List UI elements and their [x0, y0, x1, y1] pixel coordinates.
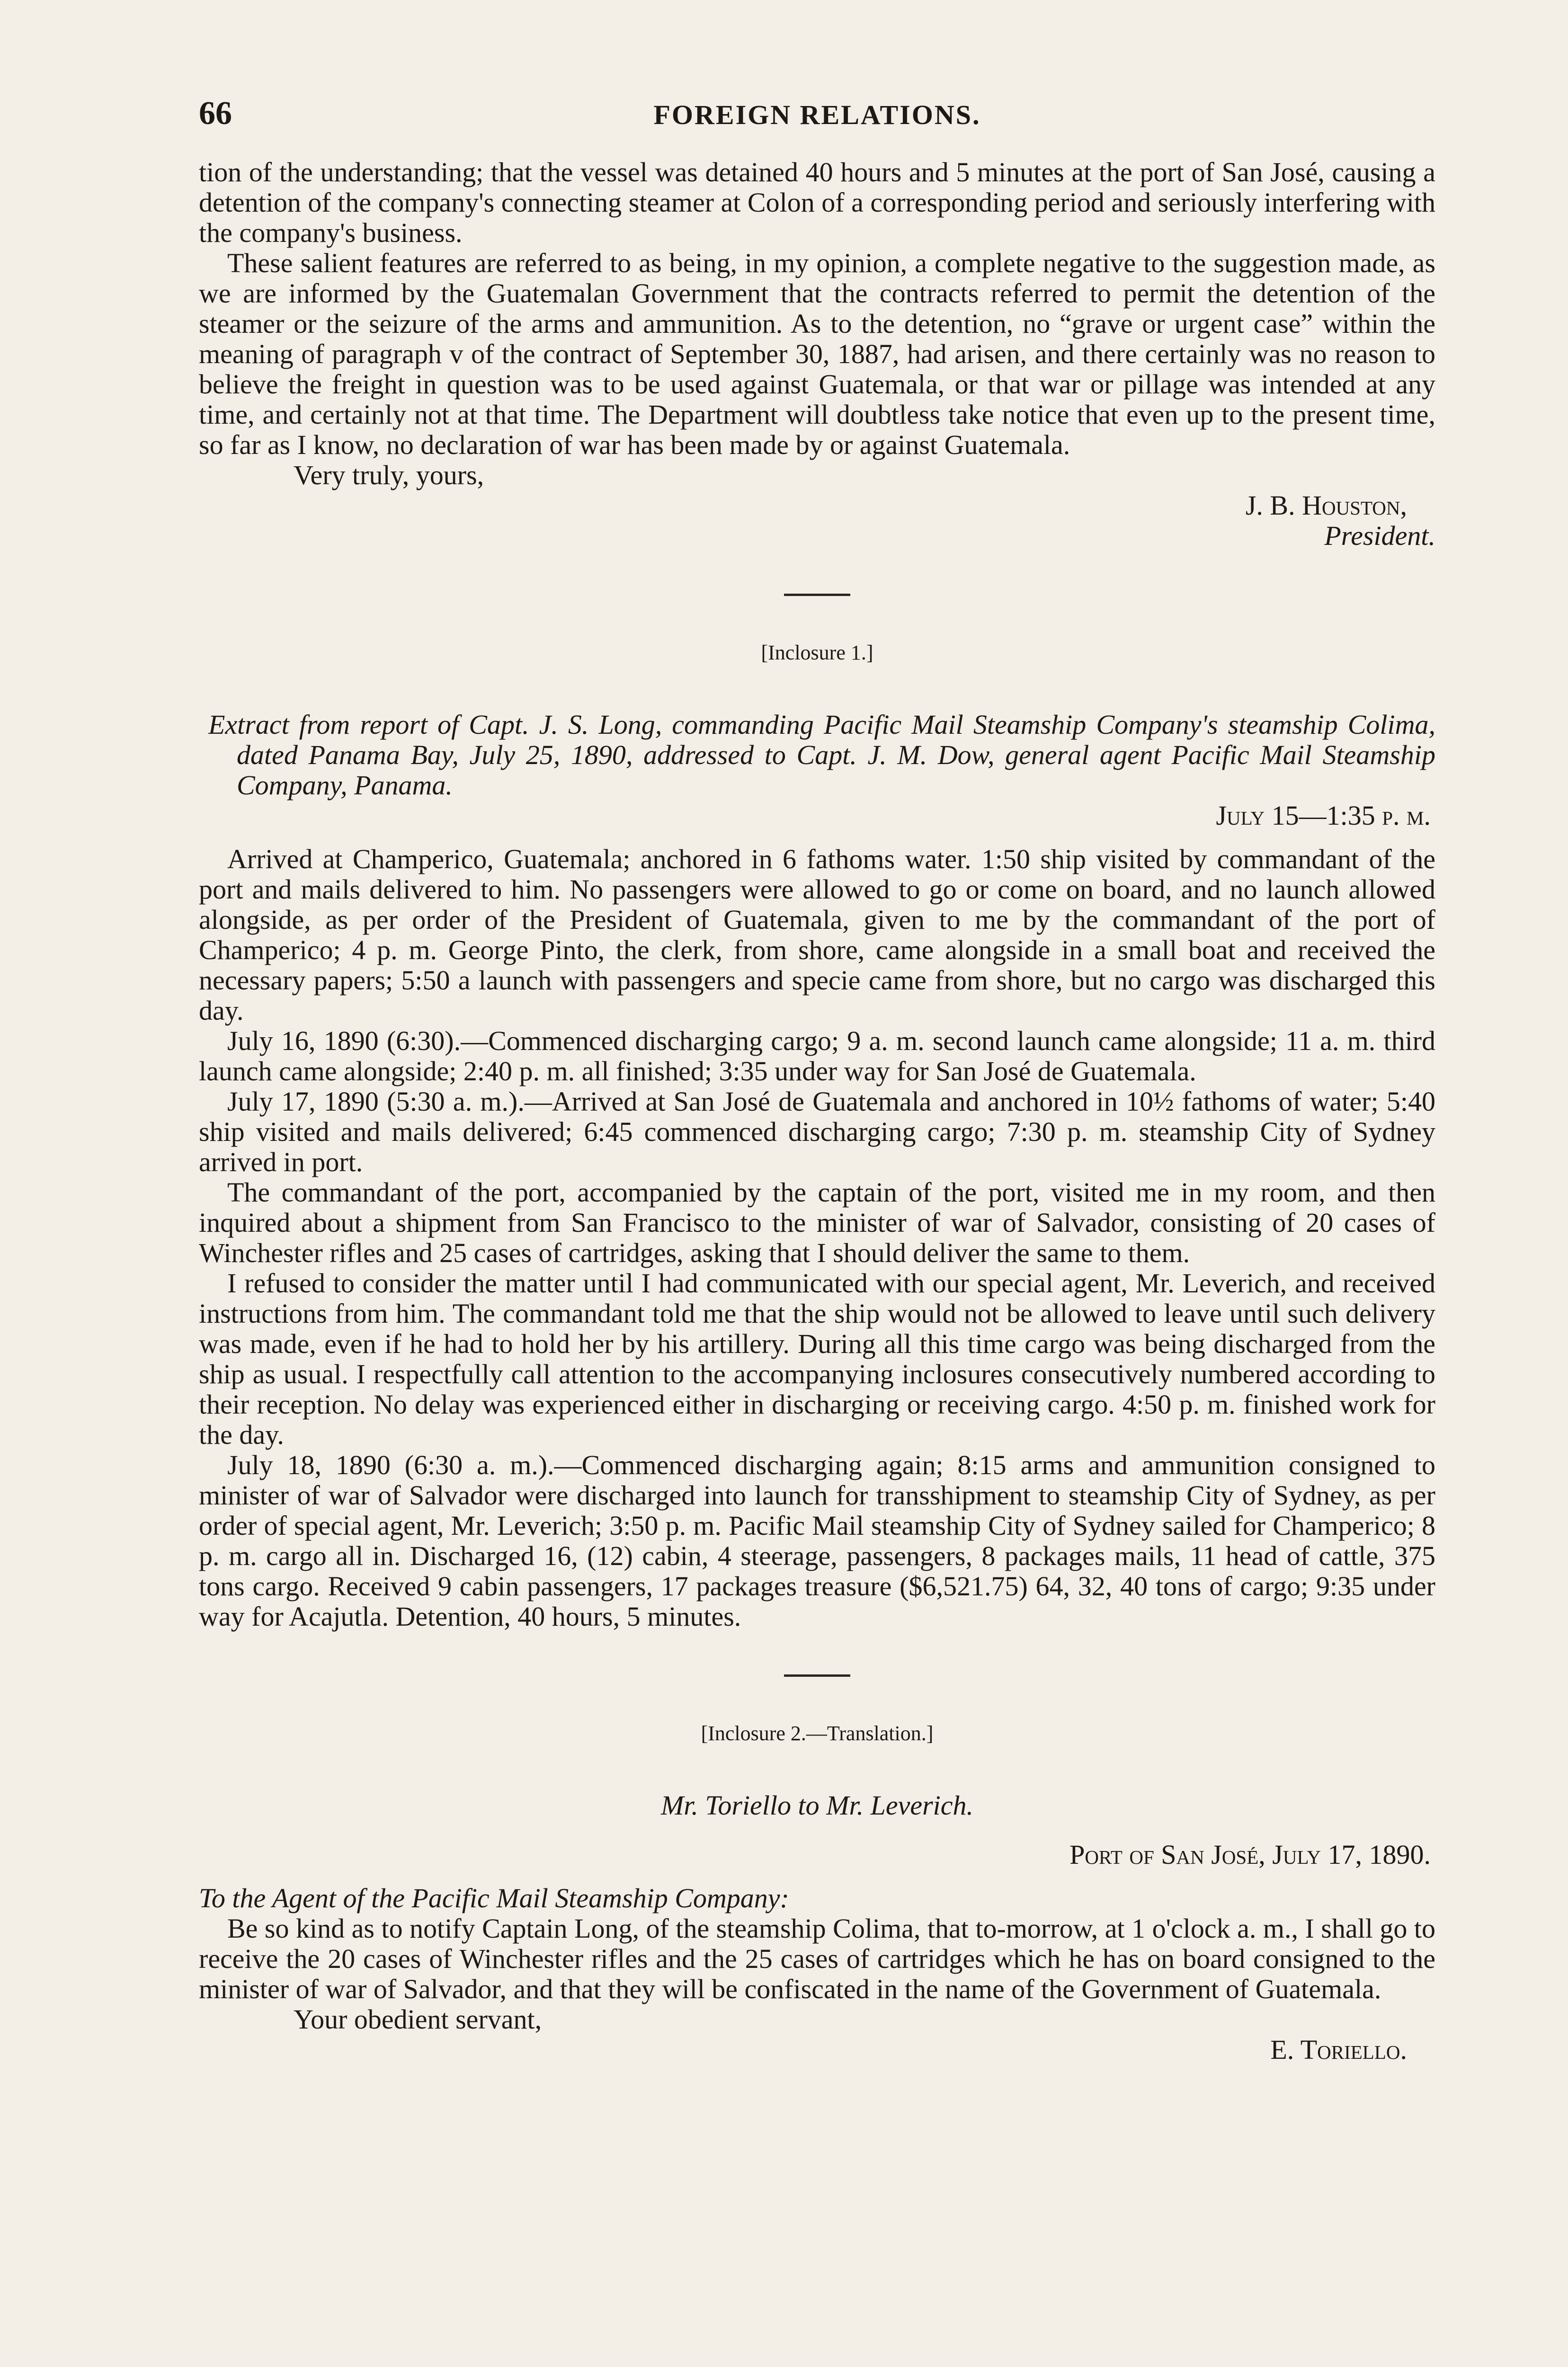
- page-header: 66 FOREIGN RELATIONS.: [199, 95, 1435, 133]
- letter-paragraph: These salient features are referred to as being, in my opinion, a complete negative to the suggestion made, as we are informed by the Guatemalan Government that the contracts referred to permit the detention of the steamer or the seizure of the arms and ammunition. As to the detention, no “grave or urgent case” within the meaning of paragraph v of the contract of September 30, 1887, had arisen, and there certainly was no reason to believe the freight in question was to be used against Guatemala, or that war or pillage was intended at any time, and certainly not at that time. The Department will doubtless take notice that even up to the present time, so far as I know, no declaration of war has been made by or against Guatemala.: [199, 248, 1435, 460]
- signature-name: E. Toriello.: [1270, 2034, 1407, 2065]
- letter-paragraph: Be so kind as to notify Captain Long, of the steamship Colima, that to-morrow, at 1 o'clock a. m., I shall go to receive the 20 cases of Winchester rifles and the 25 cases of cartridges which he has on board consigned to the minister of war of Salvador, and that they will be confiscated in the name of the Government of Guatemala.: [199, 1913, 1435, 2004]
- report-paragraph: July 17, 1890 (5:30 a. m.).—Arrived at San José de Guatemala and anchored in 10½ fathoms of water; 5:40 ship visited and mails delivered; 6:45 commenced discharging cargo; 7:30 p. m. steamship City of Sydney arrived in port.: [199, 1086, 1435, 1177]
- inclosure-label: [Inclosure 1.]: [761, 641, 873, 664]
- report-paragraph: Arrived at Champerico, Guatemala; anchored in 6 fathoms water. 1:50 ship visited by commandant of the port and mails delivered to him. No passengers were allowed to go or come on board, and no launch allowed alongside, as per order of the President of Guatemala, given to me by the commandant of the port of Champerico; 4 p. m. George Pinto, the clerk, from shore, came alongside in a small boat and received the necessary papers; 5:50 a launch with passengers and specie came from shore, but no cargo was discharged this day.: [199, 844, 1435, 1026]
- report-paragraph: The commandant of the port, accompanied by the captain of the port, visited me in my room, and then inquired about a shipment from San Francisco to the minister of war of Salvador, consisting of 20 cases of Winchester rifles and 25 cases of cartridges, asking that I should deliver the same to them.: [199, 1177, 1435, 1268]
- letter-paragraph: tion of the understanding; that the vessel was detained 40 hours and 5 minutes at the port of San José, causing a detention of the company's connecting steamer at Colon of a corresponding period and seriously interfering with the company's business.: [199, 157, 1435, 248]
- signature-name: J. B. Houston,: [1245, 490, 1407, 521]
- inclosure-2: [199, 1719, 1435, 2065]
- letter-closing: Your obedient servant,: [294, 2004, 542, 2035]
- running-head: FOREIGN RELATIONS.: [653, 99, 981, 130]
- inclosure-label: [Inclosure 2.—Translation.]: [701, 1722, 934, 1745]
- section-divider: [784, 1674, 850, 1677]
- signature-title: President.: [1324, 520, 1435, 551]
- report-paragraph: July 16, 1890 (6:30).—Commenced discharging cargo; 9 a. m. second launch came alongside; 11 a. m. third launch came alongside; 2:40 p. m. all finished; 3:35 under way for San José de Guatemala.: [199, 1025, 1435, 1086]
- report-paragraph: I refused to consider the matter until I had communicated with our special agent, Mr. Leverich, and received instructions from him. The commandant told me that the ship would not be allowed to leave until such delivery was made, even if he had to hold her by his artillery. During all this time cargo was being discharged from the ship as usual. I respectfully call attention to the accompanying inclosures consecutively numbered according to their reception. No delay was experienced either in discharging or receiving cargo. 4:50 p. m. finished work for the day.: [199, 1268, 1435, 1450]
- dateline: July 15—1:35 p. m.: [1216, 800, 1431, 831]
- letter-closing: Very truly, yours,: [294, 460, 484, 490]
- correspondence-title: Mr. Toriello to Mr. Leverich.: [660, 1790, 974, 1821]
- extract-heading: Extract from report of Capt. J. S. Long, commanding Pacific Mail Steamship Company's steamship Colima, dated Panama Bay, July 25, 1890, addressed to Capt. J. M. Dow, general agent Pacific Mail Steamship Company, Panama.: [208, 709, 1435, 801]
- section-divider: [784, 594, 850, 596]
- report-paragraph: July 18, 1890 (6:30 a. m.).—Commenced discharging again; 8:15 arms and ammunition consigned to minister of war of Salvador were discharged into launch for transshipment to steamship City of Sydney, as per order of special agent, Mr. Leverich; 3:50 p. m. Pacific Mail steamship City of Sydney sailed for Champerico; 8 p. m. cargo all in. Discharged 16, (12) cabin, 4 steerage, passengers, 8 packages mails, 11 head of cattle, 375 tons cargo. Received 9 cabin passengers, 17 packages treasure ($6,521.75) 64, 32, 40 tons of cargo; 9:35 under way for Acajutla. Detention, 40 hours, 5 minutes.: [199, 1450, 1435, 1632]
- letter-body: [199, 157, 1435, 551]
- address-line: To the Agent of the Pacific Mail Steamship Company:: [199, 1883, 789, 1913]
- inclosure-1: [199, 639, 1435, 1632]
- dateline: Port of San José, July 17, 1890.: [1069, 1839, 1431, 1870]
